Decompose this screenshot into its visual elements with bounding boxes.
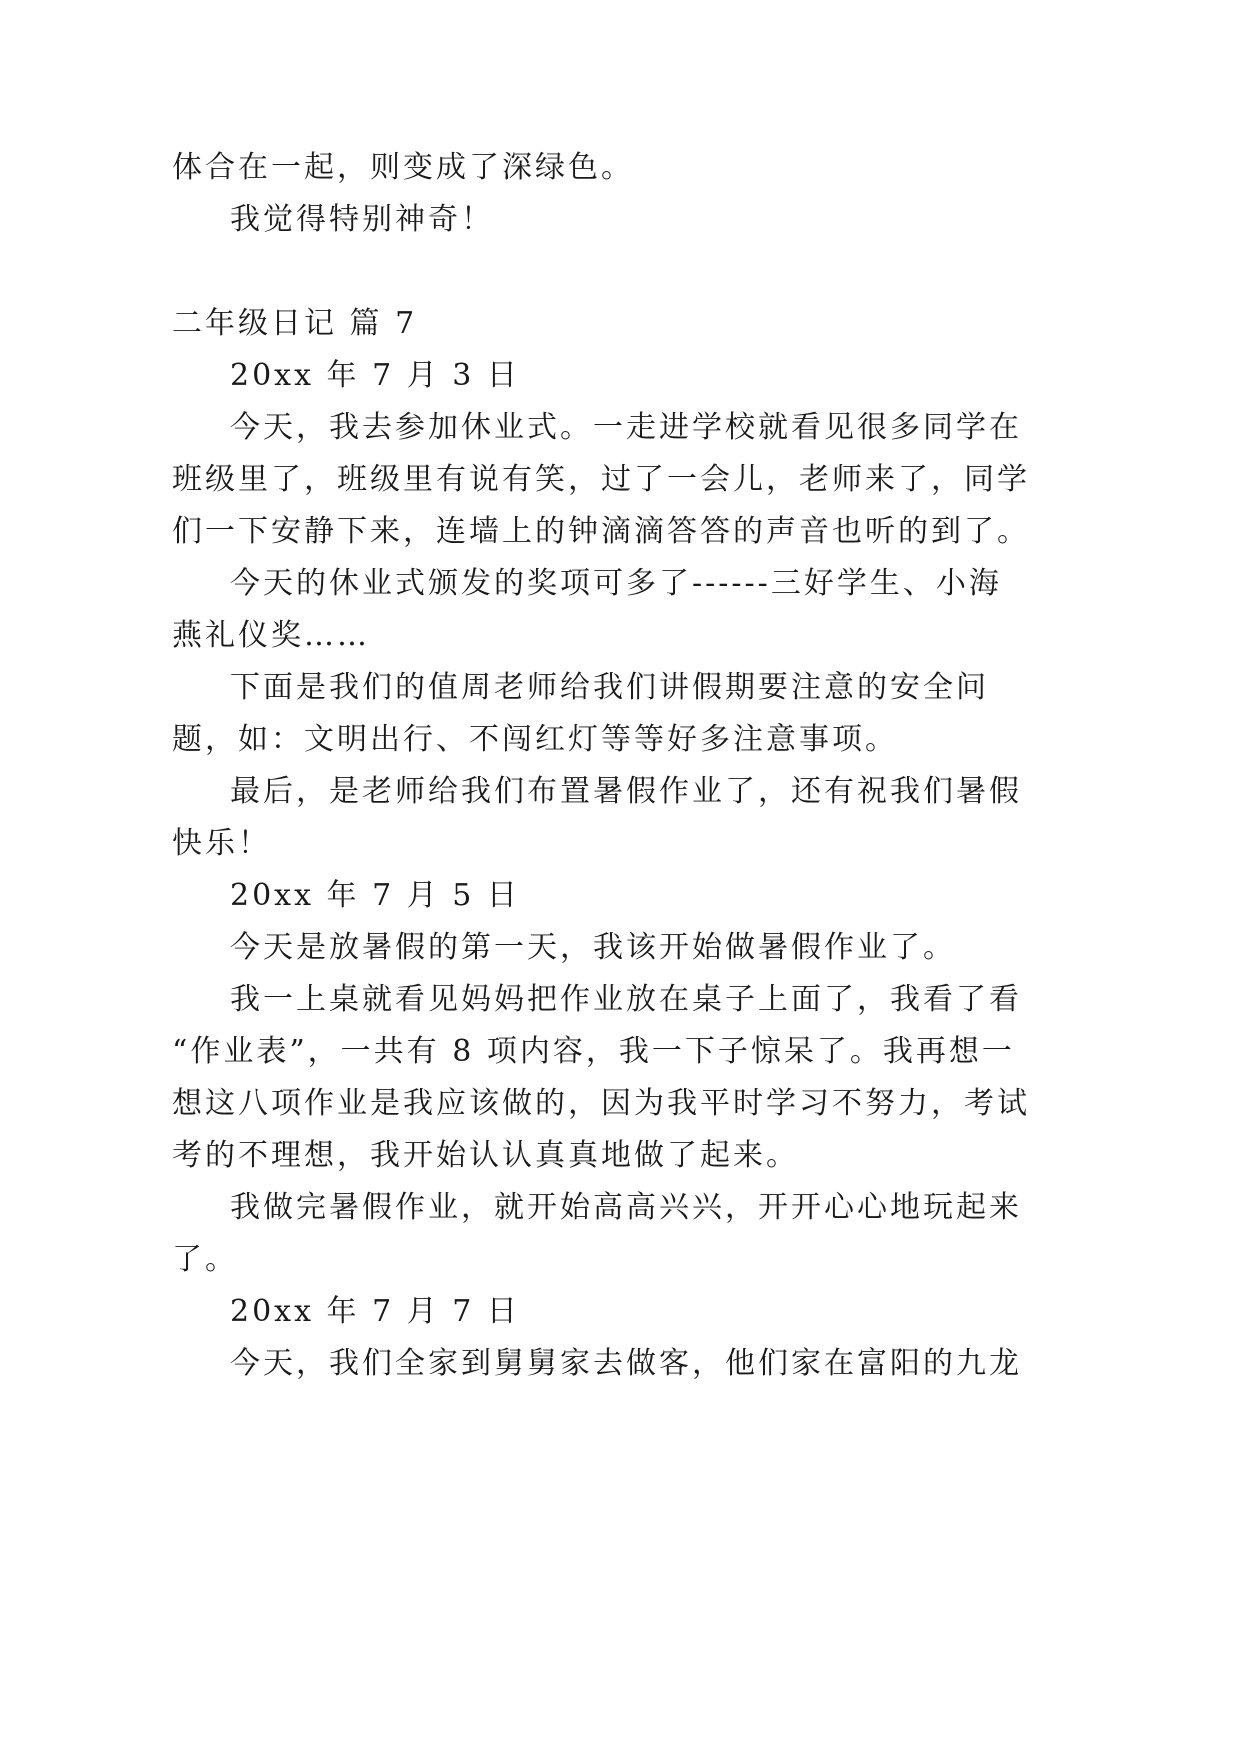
section-heading: 二年级日记 篇 7 xyxy=(172,306,418,341)
diary-date: 20xx 年 7 月 3 日 xyxy=(230,358,520,393)
body-text-line: 最后，是老师给我们布置暑假作业了，还有祝我们暑假 xyxy=(230,774,1022,809)
body-text-line: 们一下安静下来，连墙上的钟滴滴答答的声音也听的到了。 xyxy=(172,514,1030,549)
body-text-line: 体合在一起，则变成了深绿色。 xyxy=(172,150,634,185)
body-text-line: 今天，我去参加休业式。一走进学校就看见很多同学在 xyxy=(230,410,1022,445)
body-text-line: 题，如：文明出行、不闯红灯等等好多注意事项。 xyxy=(172,722,898,757)
body-text-line: “作业表”，一共有 8 项内容，我一下子惊呆了。我再想一 xyxy=(172,1034,1015,1069)
body-text-line: 我一上桌就看见妈妈把作业放在桌子上面了，我看了看 xyxy=(230,982,1022,1017)
diary-date: 20xx 年 7 月 7 日 xyxy=(230,1294,520,1329)
body-text-line: 燕礼仪奖…… xyxy=(172,618,370,653)
body-text-line: 今天的休业式颁发的奖项可多了------三好学生、小海 xyxy=(230,566,1002,601)
body-text-line: 考的不理想，我开始认认真真地做了起来。 xyxy=(172,1138,799,1173)
body-text-line: 想这八项作业是我应该做的，因为我平时学习不努力，考试 xyxy=(172,1086,1030,1121)
body-text-line: 今天，我们全家到舅舅家去做客，他们家在富阳的九龙 xyxy=(230,1346,1022,1381)
body-text-line: 我做完暑假作业，就开始高高兴兴，开开心心地玩起来 xyxy=(230,1190,1022,1225)
body-text-line: 了。 xyxy=(172,1242,238,1277)
body-text-line: 今天是放暑假的第一天，我该开始做暑假作业了。 xyxy=(230,930,956,965)
body-text-line: 我觉得特别神奇！ xyxy=(230,202,494,237)
body-text-line: 快乐！ xyxy=(172,826,271,861)
body-text-line: 下面是我们的值周老师给我们讲假期要注意的安全问 xyxy=(230,670,989,705)
diary-date: 20xx 年 7 月 5 日 xyxy=(230,878,520,913)
body-text-line: 班级里了，班级里有说有笑，过了一会儿，老师来了，同学 xyxy=(172,462,1030,497)
